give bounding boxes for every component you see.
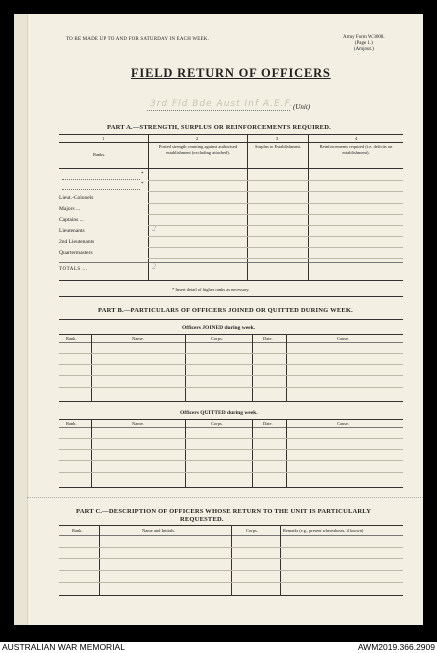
- form-number: Army Form W.3008.: [343, 35, 385, 40]
- part-a-title: PART A.—STRENGTH, SURPLUS OR REINFORCEMENTS REQUIRED.: [107, 124, 331, 131]
- joined-col-divider: [91, 334, 92, 401]
- part-a-row-line: [148, 258, 403, 259]
- quitted-col-divider: [185, 419, 186, 487]
- rank-lieutenants: Lieutenants: [59, 228, 85, 234]
- form-status: (Amjout.): [353, 47, 374, 52]
- form-identifier: [343, 35, 385, 53]
- part-c-col-divider: [231, 525, 232, 595]
- col-number-4: 4: [355, 136, 358, 141]
- joined-col-rank: Rank.: [66, 336, 77, 341]
- unit-underline: [147, 110, 290, 111]
- rank-lieut-colonels: Lieut.-Colonels: [59, 195, 94, 201]
- part-c-col-name: Name and Initials.: [142, 528, 176, 533]
- part-a-row-line: [148, 247, 403, 248]
- col-number-3: 3: [276, 136, 279, 141]
- joined-col-date: Date.: [263, 336, 273, 341]
- part-c-col-remarks: Remarks (e.g., present whereabouts, if known): [283, 528, 364, 533]
- star-mark: *: [141, 172, 144, 177]
- rank-quartermasters: Quartermasters: [59, 250, 93, 256]
- star-mark: *: [141, 182, 144, 187]
- form-page: (Page 1.): [354, 41, 373, 46]
- quitted-row-line: [59, 438, 403, 439]
- pencil-mark: 2: [152, 224, 156, 233]
- star-row-line: [62, 179, 140, 180]
- quitted-col-divider: [91, 419, 92, 487]
- header-instruction: TO BE MADE UP TO AND FOR SATURDAY IN EACH WEEK.: [66, 37, 210, 42]
- part-c-col-corps: Corps.: [246, 528, 258, 533]
- joined-col-corps: Corps.: [211, 336, 223, 341]
- footer-institution: AUSTRALIAN WAR MEMORIAL: [2, 642, 125, 652]
- quitted-row-line: [59, 472, 403, 473]
- part-c-col-divider: [99, 525, 100, 595]
- joined-col-cause: Cause.: [337, 336, 350, 341]
- quitted-header-rule: [59, 427, 403, 428]
- part-c-row-line: [59, 582, 403, 583]
- col-number-2: 2: [196, 136, 199, 141]
- joined-col-divider: [252, 334, 253, 401]
- part-a-bottom-rule: [59, 280, 403, 281]
- part-c-table-bottom: [59, 595, 403, 596]
- paper-fold-edge: [14, 14, 28, 625]
- part-a-row-line: [148, 191, 403, 192]
- part-b-rule: [59, 319, 403, 320]
- col-number-1: 1: [102, 136, 105, 141]
- totals-label: TOTALS ...: [59, 267, 88, 272]
- star-row-line: [62, 189, 140, 190]
- joined-col-divider: [185, 334, 186, 401]
- joined-row-line: [59, 387, 403, 388]
- part-c-row-line: [59, 558, 403, 559]
- quitted-row-line: [59, 449, 403, 450]
- rank-2nd-lieutenants: 2nd Lieutenants: [59, 239, 95, 245]
- part-c-row-line: [59, 547, 403, 548]
- quitted-table-top: [59, 419, 403, 420]
- quitted-col-divider: [286, 419, 287, 487]
- part-a-header-rule: [59, 142, 403, 143]
- quitted-row-line: [59, 460, 403, 461]
- quitted-col-divider: [252, 419, 253, 487]
- part-c-col-divider: [280, 525, 281, 595]
- quitted-table-bottom: [59, 487, 403, 488]
- part-a-row-line: [148, 225, 403, 226]
- part-a-header-bottom-rule: [59, 168, 403, 169]
- col-header-reinforcements: Reinforcements required (i.e. deficits on establishment).: [319, 144, 393, 155]
- part-a-row-line: [148, 236, 403, 237]
- unit-label: (Unit): [293, 103, 311, 111]
- footer-bar: [0, 642, 437, 653]
- quitted-col-date: Date.: [263, 421, 273, 426]
- part-c-title: PART C.—DESCRIPTION OF OFFICERS WHOSE RETURN TO THE UNIT IS PARTICULARLY: [76, 508, 372, 515]
- col-header-ranks: Ranks.: [93, 152, 106, 157]
- quitted-col-cause: Cause.: [337, 421, 350, 426]
- joined-row-line: [59, 353, 403, 354]
- part-a-row-line: [148, 203, 403, 204]
- joined-col-name: Name.: [132, 336, 144, 341]
- part-c-title-cont: REQUESTED.: [180, 516, 224, 523]
- unit-handwriting: 3rd Fld Bde Aust Inf A.E.F.: [150, 99, 294, 109]
- perforation-line: [27, 497, 423, 498]
- part-a-row-line: [148, 180, 403, 181]
- footer-accession-number: AWM2019.366.2909: [357, 642, 435, 652]
- joined-col-divider: [286, 334, 287, 401]
- quitted-col-corps: Corps.: [211, 421, 223, 426]
- part-b-title: PART B.—PARTICULARS OF OFFICERS JOINED OR QUITTED DURING WEEK.: [98, 307, 354, 314]
- totals-rule: [59, 262, 403, 263]
- part-c-row-line: [59, 570, 403, 571]
- quitted-title: Officers QUITTED during week.: [180, 410, 258, 416]
- joined-table-bottom: [59, 401, 403, 402]
- joined-table-top: [59, 334, 403, 335]
- joined-title: Officers JOINED during week.: [182, 325, 256, 331]
- rank-majors: Majors ...: [59, 206, 81, 212]
- rank-captains: Captains ...: [59, 217, 84, 223]
- part-c-col-rank: Rank.: [72, 528, 83, 533]
- page-title: FIELD RETURN OF OFFICERS: [131, 66, 331, 80]
- pencil-mark: 2: [152, 262, 156, 271]
- joined-row-line: [59, 364, 403, 365]
- part-a-footnote: * Insert detail of higher ranks as necessary.: [172, 287, 250, 292]
- quitted-col-name: Name.: [132, 421, 144, 426]
- col-header-surplus: Surplus to Establishment.: [254, 144, 302, 149]
- col-header-posted-strength: Posted strength counting against authorised establishment (excluding attached).: [158, 144, 238, 155]
- part-a-rule: [59, 134, 403, 135]
- joined-row-line: [59, 375, 403, 376]
- part-a-end-rule: [59, 296, 403, 297]
- part-a-row-line: [148, 214, 403, 215]
- joined-header-rule: [59, 342, 403, 343]
- quitted-col-rank: Rank.: [66, 421, 77, 426]
